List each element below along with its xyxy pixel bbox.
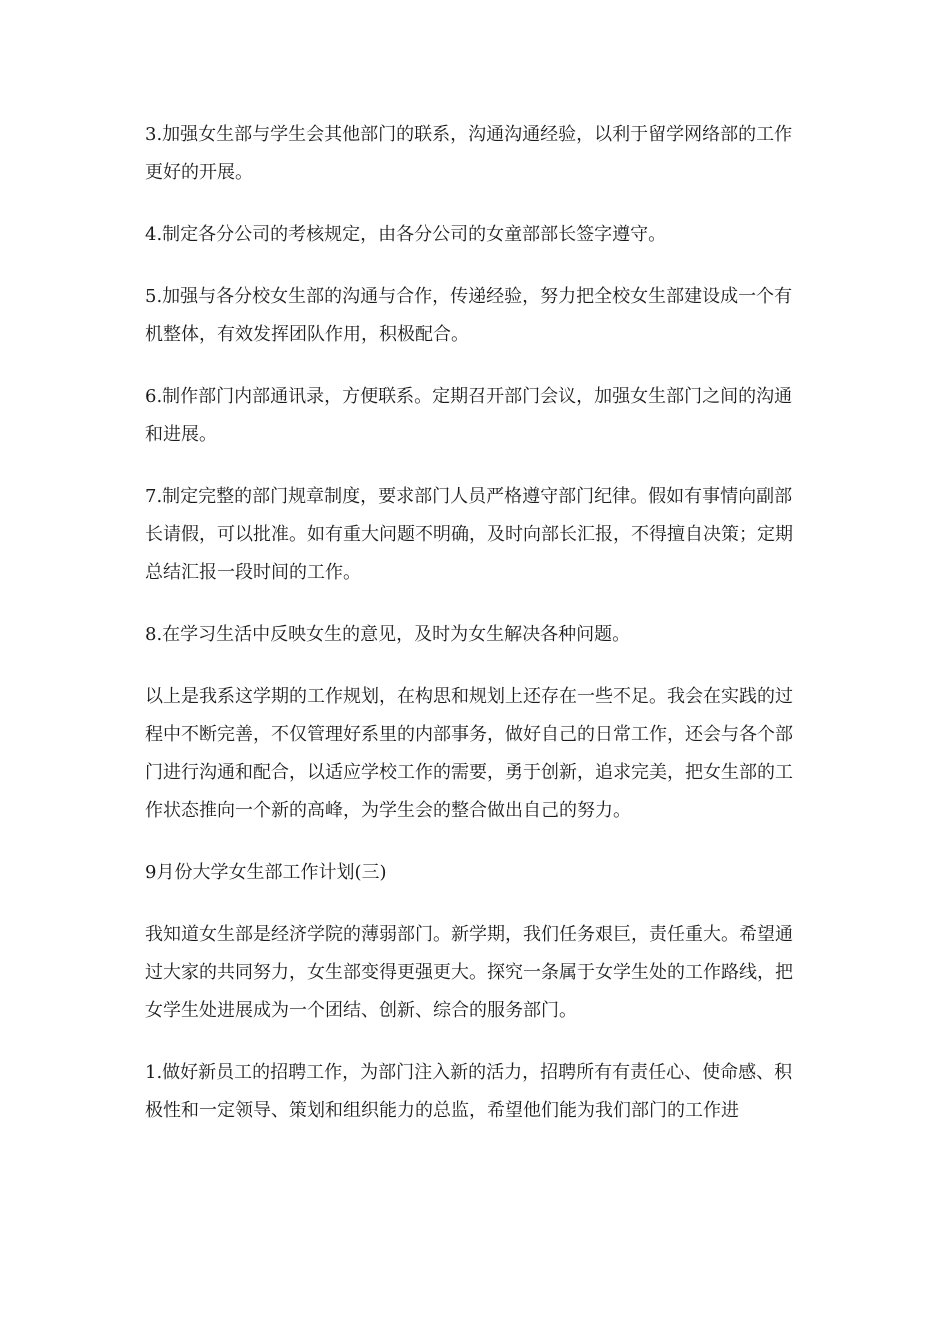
summary-paragraph: 以上是我系这学期的工作规划，在构思和规划上还存在一些不足。我会在实践的过程中不断完善，不仅管理好系里的内部事务，做好自己的日常工作，还会与各个部门进行沟通和配合，以适应学校工作的需要，勇于创新，追求完美，把女生部的工作状态推向一个新的高峰，为学生会的整合做出自己的努力。 [145,686,793,821]
document-body [145,116,805,1154]
paragraph-item-1: 1.做好新员工的招聘工作，为部门注入新的活力，招聘所有有责任心、使命感、积极性和一定领导、策划和组织能力的总监，希望他们能为我们部门的工作进 [145,1062,793,1121]
paragraph-item-5: 5.加强与各分校女生部的沟通与合作，传递经验，努力把全校女生部建设成一个有机整体，有效发挥团队作用，积极配合。 [145,286,793,345]
paragraph-item-4: 4.制定各分公司的考核规定，由各分公司的女童部部长签字遵守。 [145,224,667,245]
paragraph-item-6: 6.制作部门内部通讯录，方便联系。定期召开部门会议，加强女生部门之间的沟通和进展。 [145,386,793,445]
paragraph-item-3: 3.加强女生部与学生会其他部门的联系，沟通沟通经验，以利于留学网络部的工作更好的开展。 [145,124,793,183]
intro-paragraph: 我知道女生部是经济学院的薄弱部门。新学期，我们任务艰巨，责任重大。希望通过大家的共同努力，女生部变得更强更大。探究一条属于女学生处的工作路线，把女学生处进展成为一个团结、创新、综合的服务部门。 [145,924,793,1021]
paragraph-item-8: 8.在学习生活中反映女生的意见，及时为女生解决各种问题。 [145,624,631,645]
paragraph-item-7: 7.制定完整的部门规章制度，要求部门人员严格遵守部门纪律。假如有事情向副部长请假，可以批准。如有重大问题不明确，及时向部长汇报，不得擅自决策；定期总结汇报一段时间的工作。 [145,486,793,583]
section-heading: 9月份大学女生部工作计划(三) [145,862,387,883]
